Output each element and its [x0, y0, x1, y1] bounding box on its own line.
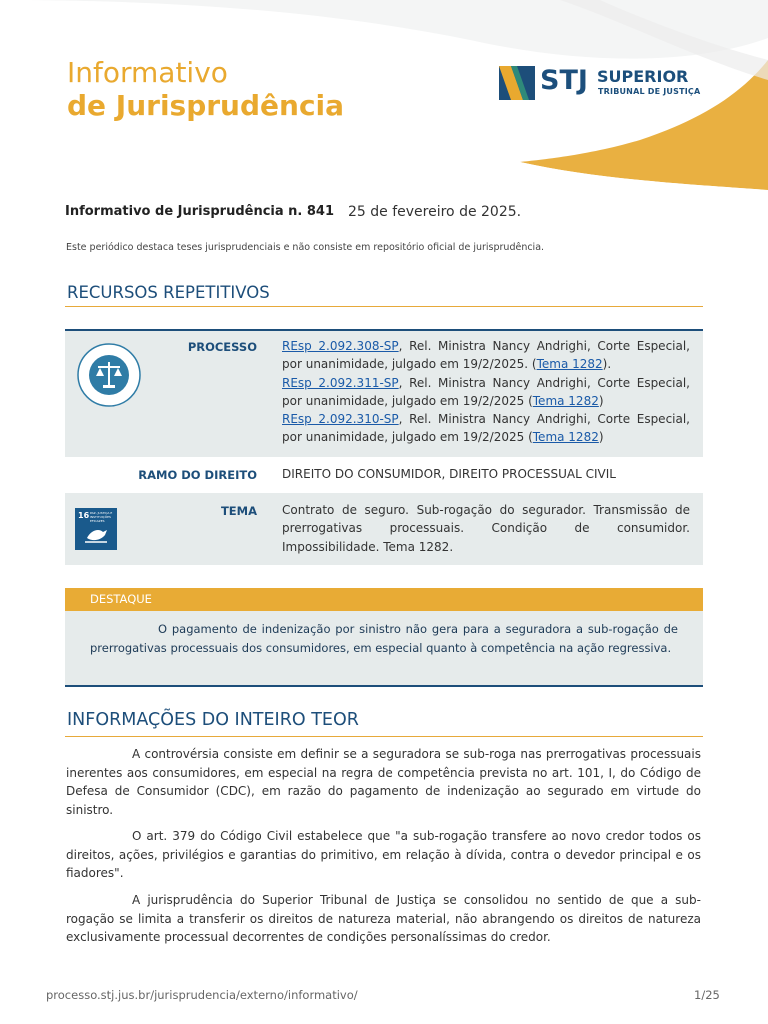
- publication-title-line2: de Jurisprudência: [67, 89, 345, 122]
- issue-date: 25 de fevereiro de 2025.: [348, 204, 522, 220]
- paragraph: O art. 379 do Código Civil estabelece que "a sub-rogação transfere ao novo credor todos os direitos, ações, privilégios e garantias do primitivo, em relação à dívida, contra o devedor principal e os fiadores".: [66, 829, 701, 880]
- footer-url: processo.stj.jus.br/jurisprudencia/externo/informativo/: [46, 988, 358, 1002]
- disclaimer: Este periódico destaca teses jurisprudenciais e não consiste em repositório oficial de jurisprudência.: [66, 242, 545, 253]
- section-divider: [65, 736, 703, 737]
- paragraph: A controvérsia consiste em definir se a seguradora se sub-roga nas prerrogativas processuais inerentes aos consumidores, em especial na regra de competência prevista no art. 101, I, do Código de Defesa de Consumidor (CDC), em razão do pagamento de indenização ao segurado em virtude do sinistro.: [66, 747, 701, 817]
- issue-number: Informativo de Jurisprudência n. 841: [65, 204, 335, 219]
- section-title-inteiro-teor: INFORMAÇÕES DO INTEIRO TEOR: [67, 710, 359, 730]
- section-divider: [65, 306, 703, 307]
- stj-logo-icon: [499, 66, 535, 100]
- processo-item: [282, 374, 690, 411]
- processo-item: [282, 337, 690, 374]
- processo-text-end: ): [598, 430, 604, 445]
- destaque-label: DESTAQUE: [90, 592, 152, 606]
- tema-link[interactable]: Tema 1282: [536, 357, 603, 372]
- processo-text-end: ): [598, 393, 604, 408]
- page-number: 1/25: [694, 988, 720, 1002]
- processo-text: , Rel. Ministra Nancy Andrighi, Corte Especial, por unanimidade, julgado em 19/2/2025. (: [282, 339, 691, 372]
- table-row-ramo: [65, 457, 703, 493]
- tema-value: Contrato de seguro. Sub-rogação do segurador. Transmissão de prerrogativas processuais. Condição de consumidor. Impossibilidade. Tema 1282.: [282, 503, 690, 554]
- tema-label: TEMA: [220, 504, 257, 518]
- processo-text: , Rel. Ministra Nancy Andrighi, Corte Especial, por unanimidade, julgado em 19/2/2025 (: [282, 412, 691, 445]
- tema-link[interactable]: Tema 1282: [532, 430, 599, 445]
- ramo-value: DIREITO DO CONSUMIDOR, DIREITO PROCESSUAL CIVIL: [282, 467, 616, 481]
- processo-text: , Rel. Ministra Nancy Andrighi, Corte Especial, por unanimidade, julgado em 19/2/2025 (: [282, 375, 691, 408]
- svg-text:EFICAZES: EFICAZES: [90, 519, 105, 523]
- table-row-processo: [65, 331, 703, 457]
- processo-item: [282, 410, 690, 447]
- resp-link[interactable]: REsp 2.092.311-SP: [282, 375, 399, 390]
- paragraph: A jurisprudência do Superior Tribunal de Justiça se consolidou no sentido de que a sub-rogação se limita a transferir os direitos de natureza material, não abrangendo os direitos de natureza exclusivamente processual decorrentes de condições personalíssimas do credor.: [66, 893, 701, 944]
- logo-subname: TRIBUNAL DE JUSTIÇA: [598, 87, 701, 96]
- section-title-recursos: RECURSOS REPETITIVOS: [67, 283, 270, 302]
- ramo-label: RAMO DO DIREITO: [138, 468, 257, 482]
- destaque-header: [65, 588, 703, 611]
- processo-text-end: ).: [602, 357, 612, 372]
- logo-name: SUPERIOR: [597, 67, 689, 86]
- table-row-tema: [65, 493, 703, 565]
- processo-list: [282, 337, 690, 447]
- processo-label: PROCESSO: [187, 340, 257, 354]
- svg-text:INSTITUIÇÕES: INSTITUIÇÕES: [90, 515, 111, 519]
- destaque-text: O pagamento de indenização por sinistro não gera para a seguradora a sub-rogação de prerrogativas processuais dos consumidores, em especial quanto à competência na ação regressiva.: [90, 622, 678, 655]
- resp-link[interactable]: REsp 2.092.308-SP: [282, 339, 399, 353]
- publication-title-line1: Informativo: [67, 56, 228, 89]
- svg-text:16: 16: [78, 511, 90, 520]
- resp-link[interactable]: REsp 2.092.310-SP: [282, 412, 399, 427]
- destaque-box: [65, 611, 703, 687]
- svg-text:PAZ, JUSTIÇA E: PAZ, JUSTIÇA E: [90, 511, 113, 515]
- logo-abbreviation: STJ: [540, 65, 588, 96]
- tema-link[interactable]: Tema 1282: [532, 393, 599, 408]
